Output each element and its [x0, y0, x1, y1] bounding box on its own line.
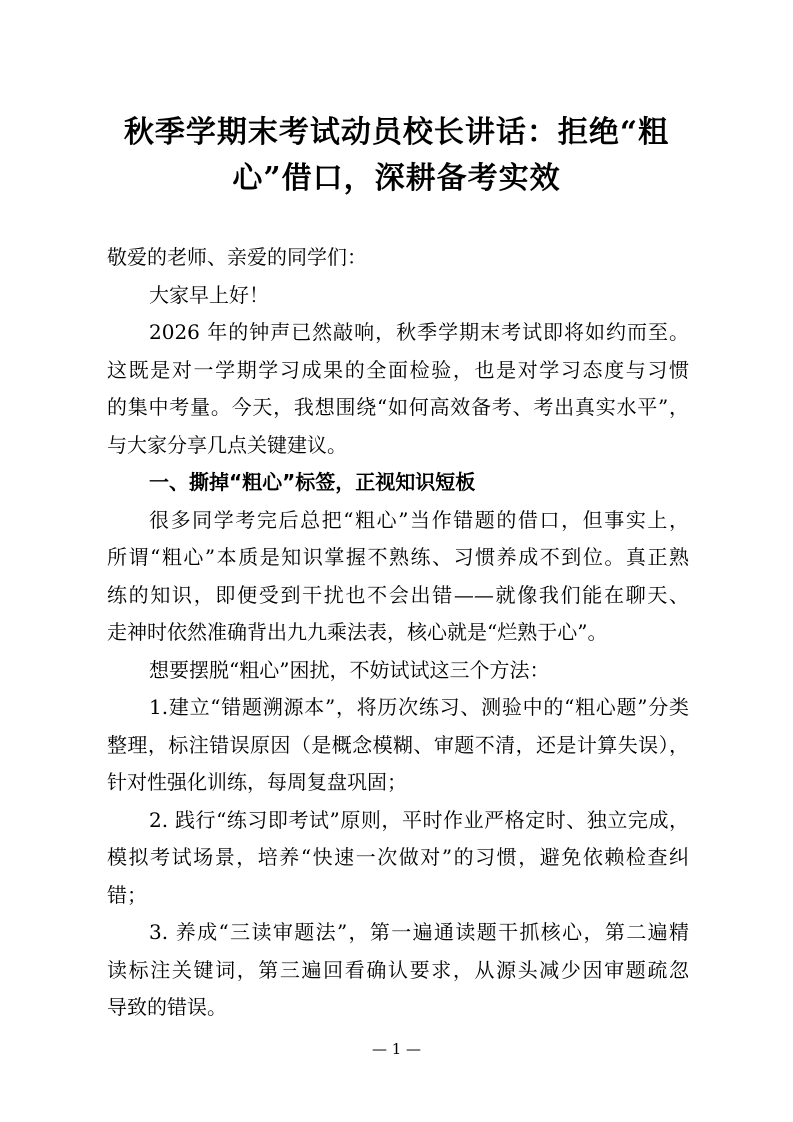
text-line: 针对性强化训练，每周复盘巩固； — [107, 770, 407, 794]
text-line: 的集中考量。今天，我想围绕“如何高效备考、考出真实水平”， — [107, 395, 689, 419]
section-heading — [107, 464, 689, 502]
document-title — [60, 110, 733, 202]
text-line: 很多同学考完后总把“粗心”当作错题的借口，但事实上， — [149, 507, 689, 532]
text-line: 想要摆脱“粗心”困扰，不妨试试这三个方法： — [149, 657, 550, 682]
paragraph — [107, 239, 689, 277]
text-line: 一、撕掉“粗心”标签，正视知识短板 — [149, 470, 476, 494]
text-line: 练的知识，即便受到干扰也不会出错——就像我们能在聊天、 — [107, 582, 689, 607]
text-line: 错； — [107, 882, 147, 907]
text-line: 整理，标注错误原因（是概念模糊、审题不清，还是计算失误）， — [107, 732, 689, 757]
text-line: 2026 年的钟声已然敲响，秋季学期末考试即将如约而至。 — [149, 320, 689, 344]
text-line: 模拟考试场景，培养“快速一次做对”的习惯，避免依赖检查纠 — [107, 845, 689, 869]
text-line: 1.建立“错题溯源本”，将历次练习、测验中的“粗心题”分类 — [149, 695, 689, 719]
document-body — [107, 239, 689, 1027]
text-line: 与大家分享几点关键建议。 — [107, 432, 347, 457]
text-line: 敬爱的老师、亲爱的同学们： — [107, 245, 367, 269]
text-line: 2. 践行“练习即考试”原则，平时作业严格定时、独立完成， — [149, 807, 689, 832]
text-line: 大家早上好！ — [149, 282, 269, 307]
paragraph — [107, 277, 689, 315]
text-line: 3. 养成“三读审题法”，第一遍通读题干抓核心，第二遍精 — [149, 920, 689, 944]
paragraph — [107, 802, 689, 915]
paragraph — [107, 652, 689, 690]
title-line-2: 心”借口，深耕备考实效 — [232, 161, 561, 196]
paragraph — [107, 689, 689, 802]
text-line: 所谓“粗心”本质是知识掌握不熟练、习惯养成不到位。真正熟 — [107, 545, 689, 569]
text-line: 读标注关键词，第三遍回看确认要求，从源头减少因审题疏忽 — [107, 957, 689, 982]
text-line: 这既是对一学期学习成果的全面检验，也是对学习态度与习惯 — [107, 357, 689, 382]
paragraph — [107, 314, 689, 464]
page-number: — 1 — — [371, 1040, 422, 1058]
paragraph — [107, 502, 689, 652]
title-line-1: 秋季学期末考试动员校长讲话：拒绝“粗 — [123, 115, 670, 150]
text-line: 走神时依然准确背出九九乘法表，核心就是“烂熟于心”。 — [107, 620, 608, 644]
text-line: 导致的错误。 — [107, 995, 227, 1019]
paragraph — [107, 914, 689, 1027]
